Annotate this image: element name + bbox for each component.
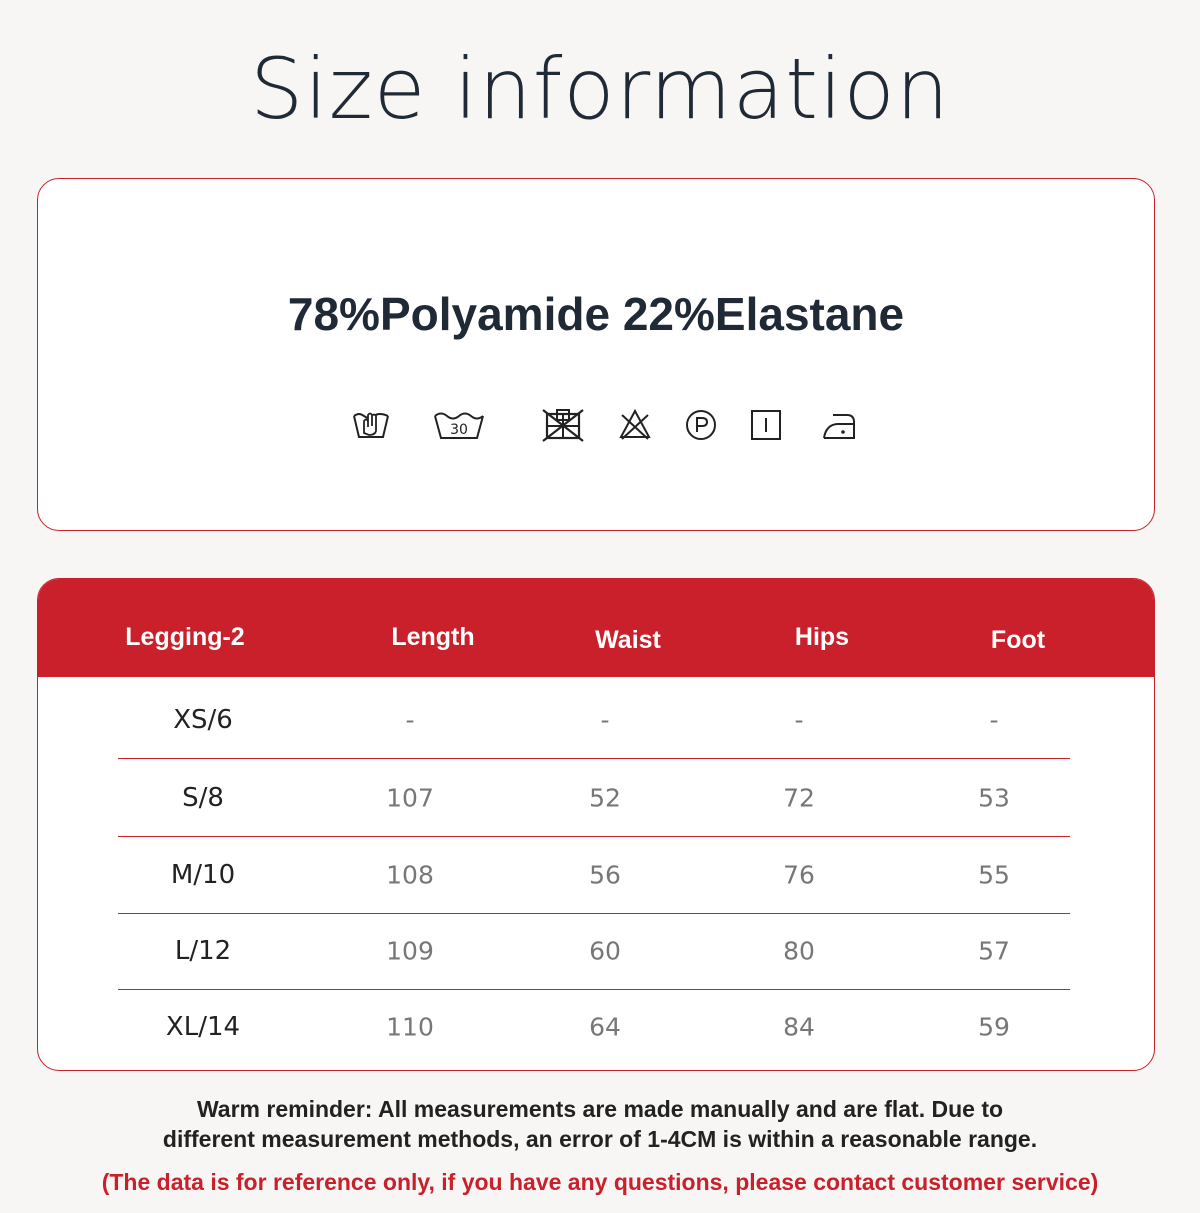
table-row	[118, 913, 1070, 990]
table-row	[118, 760, 1070, 837]
hips-value: 84	[783, 1012, 815, 1042]
size-label: L/12	[174, 936, 232, 966]
length-value: 107	[386, 783, 434, 813]
hips-value: 80	[783, 936, 815, 966]
iron-icon	[821, 407, 857, 443]
fabric-composition: 78%Polyamide 22%Elastane	[287, 288, 905, 340]
table-row	[118, 682, 1070, 759]
foot-value: 55	[978, 860, 1010, 890]
wash-temperature: 30	[450, 422, 468, 438]
header-waist: Waist	[595, 626, 661, 654]
table-row	[118, 837, 1070, 914]
waist-value: 60	[589, 936, 621, 966]
size-label: XL/14	[165, 1012, 241, 1042]
foot-value: -	[989, 705, 999, 735]
length-value: 110	[386, 1012, 434, 1042]
page-title: Size information	[250, 40, 950, 138]
size-label: S/8	[182, 783, 224, 813]
hand-wash-icon	[351, 407, 391, 443]
wash-30-icon	[431, 407, 487, 443]
size-table	[37, 578, 1155, 1071]
foot-value: 53	[978, 783, 1010, 813]
header-model: Legging-2	[125, 623, 245, 651]
reminder-line-1: Warm reminder: All measurements are made manually and are flat. Due to	[196, 1096, 1004, 1122]
warm-reminder	[0, 1094, 1200, 1154]
header-hips: Hips	[794, 623, 850, 651]
fabric-card	[37, 178, 1155, 531]
header-length: Length	[391, 623, 475, 651]
length-value: 108	[386, 860, 434, 890]
table-header	[38, 579, 1154, 677]
foot-value: 57	[978, 936, 1010, 966]
waist-value: 56	[589, 860, 621, 890]
length-value: 109	[386, 936, 434, 966]
dry-clean-p-icon	[683, 407, 719, 443]
no-tumble-dry-icon	[540, 407, 586, 443]
reference-note: (The data is for reference only, if you have any questions, please contact customer service)	[101, 1169, 1099, 1195]
waist-value: 52	[589, 783, 621, 813]
size-label: M/10	[170, 860, 236, 890]
table-row	[118, 989, 1070, 1065]
header-foot: Foot	[990, 626, 1046, 654]
hips-value: 72	[783, 783, 815, 813]
foot-value: 59	[978, 1012, 1010, 1042]
hips-value: 76	[783, 860, 815, 890]
waist-value: -	[600, 705, 610, 735]
length-value: -	[405, 705, 415, 735]
reminder-line-2: different measurement methods, an error of 1-4CM is within a reasonable range.	[162, 1126, 1038, 1152]
line-dry-icon	[749, 407, 783, 443]
size-label: XS/6	[173, 705, 233, 735]
no-bleach-icon	[618, 407, 652, 443]
hips-value: -	[794, 705, 804, 735]
waist-value: 64	[589, 1012, 621, 1042]
